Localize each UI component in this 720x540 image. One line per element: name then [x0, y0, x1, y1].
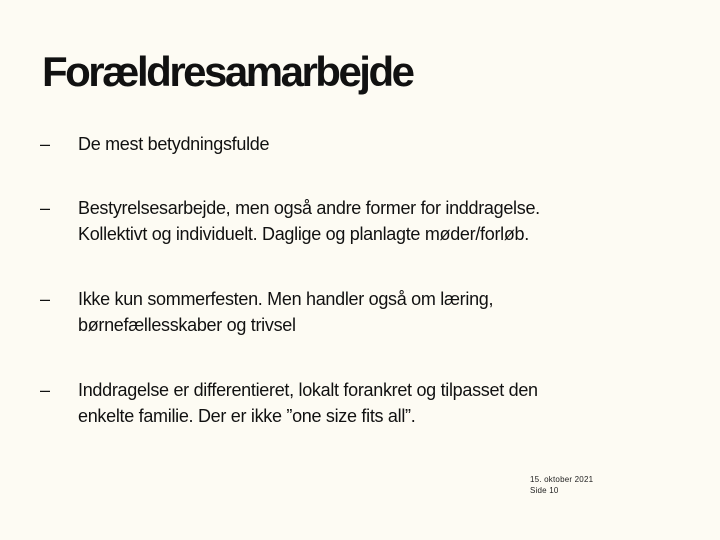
slide-title: Forældresamarbejde [42, 48, 413, 95]
bullet-line: børnefællesskaber og trivsel [78, 315, 296, 335]
bullet-text [78, 195, 658, 247]
bullet-marker: – [40, 289, 51, 309]
bullet-text [78, 131, 658, 157]
bullet-line: Kollektivt og individuelt. Daglige og planlagte møder/forløb. [78, 224, 529, 244]
bullet-text [78, 377, 658, 429]
footer-page-number: Side 10 [530, 486, 559, 495]
bullet-marker: – [40, 198, 51, 218]
bullet-marker: – [40, 134, 51, 154]
slide-footer [530, 474, 593, 496]
bullet-line: Bestyrelsesarbejde, men også andre former for inddragelse. [78, 198, 540, 218]
bullet-line: enkelte familie. Der er ikke ”one size fits all”. [78, 406, 416, 426]
bullet-line: De mest betydningsfulde [78, 134, 270, 154]
bullet-text [78, 286, 658, 338]
bullet-marker: – [40, 380, 51, 400]
bullet-line: Inddragelse er differentieret, lokalt forankret og tilpasset den [78, 380, 538, 400]
footer-date: 15. oktober 2021 [530, 475, 594, 484]
bullet-line: Ikke kun sommerfesten. Men handler også om læring, [78, 289, 494, 309]
